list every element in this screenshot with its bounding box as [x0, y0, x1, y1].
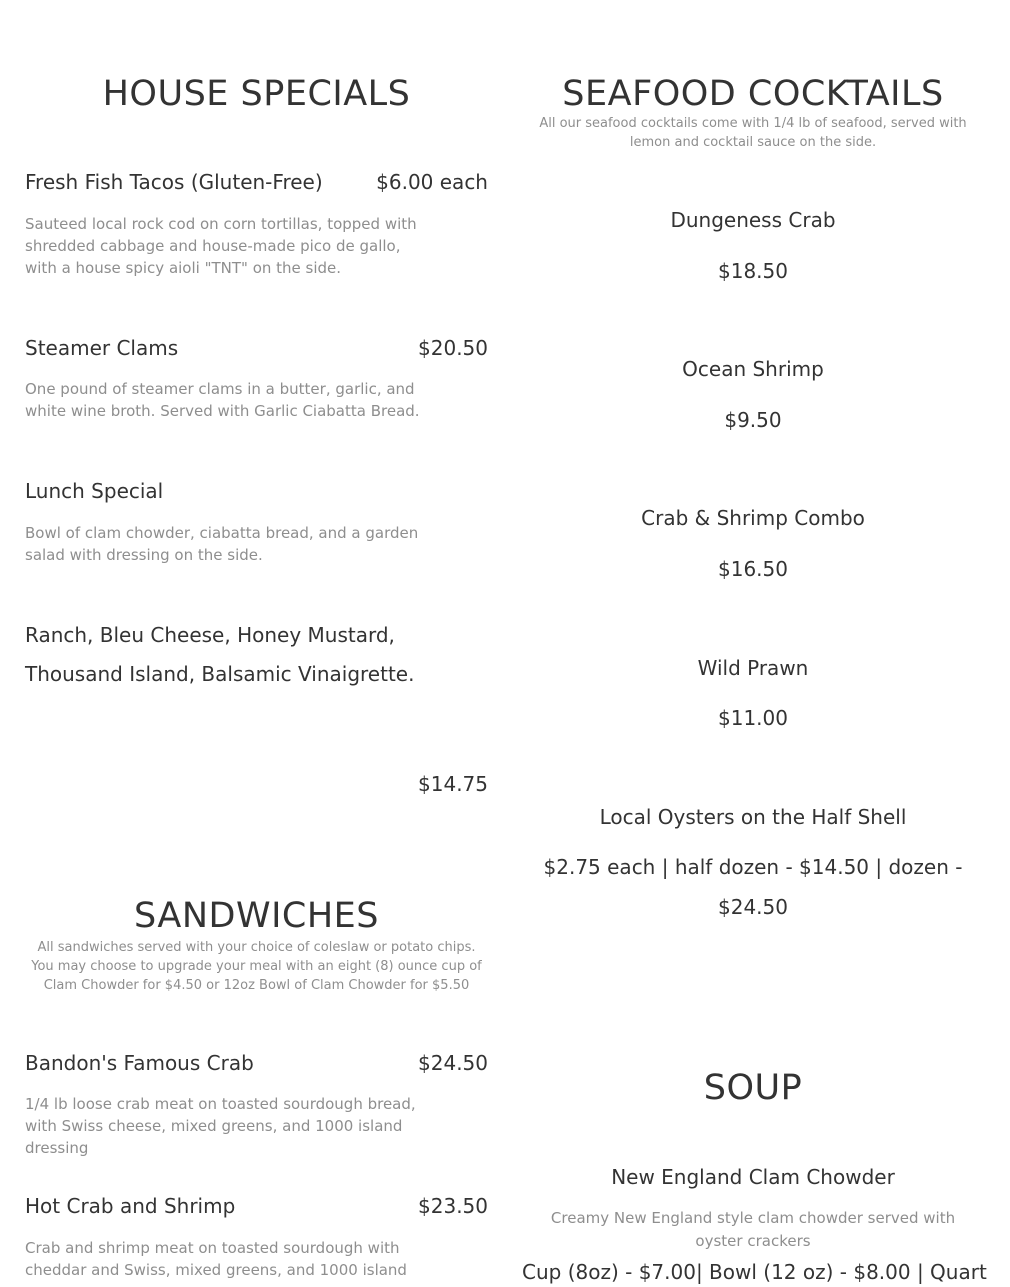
item-name: Hot Crab and Shrimp — [25, 1194, 236, 1218]
menu-item-fish-tacos — [25, 167, 488, 197]
item-description: 1/4 lb loose crab meat on toasted sourdough bread, with Swiss cheese, mixed greens, and 1000 island dressing — [25, 1095, 416, 1157]
dressing-options: Ranch, Bleu Cheese, Honey Mustard, Thousand Island, Balsamic Vinaigrette. — [25, 623, 415, 686]
item-description: Crab and shrimp meat on toasted sourdough with cheddar and Swiss, mixed greens, and 1000 island — [25, 1239, 407, 1279]
cocktail-price-wild-prawn: $11.00 — [718, 706, 788, 730]
item-description: Sauteed local rock cod on corn tortillas, topped with shredded cabbage and house-made pico de gallo, with a house spicy aioli "TNT" on the side. — [25, 215, 417, 277]
item-price: $6.00 each — [376, 170, 488, 194]
soup-title: SOUP — [703, 1068, 803, 1108]
menu-item-steamer-clams — [25, 333, 488, 363]
soup-price: Cup (8oz) - $7.00| Bowl (12 oz) - $8.00 | Quart — [522, 1260, 987, 1284]
item-price: $20.50 — [418, 336, 488, 360]
seafood-cocktails-title: SEAFOOD COCKTAILS — [562, 74, 944, 114]
item-description: One pound of steamer clams in a butter, garlic, and white wine broth. Served with Garlic Ciabatta Bread. — [25, 380, 420, 420]
dressing-price-row — [25, 769, 488, 799]
item-price: $23.50 — [418, 1194, 488, 1218]
menu-item-bandons-famous-crab — [25, 1048, 488, 1078]
cocktail-price-dungeness-crab: $18.50 — [718, 259, 788, 283]
item-price: $24.50 — [418, 1051, 488, 1075]
cocktail-name-dungeness-crab: Dungeness Crab — [670, 208, 836, 232]
item-price: $14.75 — [418, 772, 488, 796]
cocktail-name-crab-shrimp-combo: Crab & Shrimp Combo — [641, 506, 865, 530]
cocktail-price-ocean-shrimp: $9.50 — [724, 408, 782, 432]
item-name: Lunch Special — [25, 479, 164, 503]
sandwiches-title: SANDWICHES — [134, 896, 379, 936]
cocktail-price-local-oysters: $2.75 each | half dozen - $14.50 | dozen - $24.50 — [543, 855, 963, 919]
sandwiches-note: All sandwiches served with your choice of coleslaw or potato chips. You may choose to upgrade your meal with an eight (8) ounce cup of Clam Chowder for $4.50 or 12oz Bowl of Clam Chowder for $5.50 — [31, 940, 482, 993]
menu-item-hot-crab-and-shrimp — [25, 1191, 488, 1221]
soup-description: Creamy New England style clam chowder served with oyster crackers — [550, 1209, 956, 1250]
soup-name-clam-chowder: New England Clam Chowder — [611, 1165, 895, 1189]
cocktail-price-crab-shrimp-combo: $16.50 — [718, 557, 788, 581]
item-description: Bowl of clam chowder, ciabatta bread, and a garden salad with dressing on the side. — [25, 524, 419, 564]
cocktail-name-wild-prawn: Wild Prawn — [697, 656, 809, 680]
item-name: Steamer Clams — [25, 336, 179, 360]
cocktail-name-local-oysters: Local Oysters on the Half Shell — [599, 805, 907, 829]
item-name: Bandon's Famous Crab — [25, 1051, 254, 1075]
seafood-cocktails-note: All our seafood cocktails come with 1/4 lb of seafood, served with lemon and cocktail sauce on the side. — [539, 116, 967, 150]
cocktail-name-ocean-shrimp: Ocean Shrimp — [682, 357, 824, 381]
house-specials-title: HOUSE SPECIALS — [102, 74, 411, 114]
menu-item-lunch-special — [25, 476, 488, 506]
item-name: Fresh Fish Tacos (Gluten-Free) — [25, 170, 323, 194]
